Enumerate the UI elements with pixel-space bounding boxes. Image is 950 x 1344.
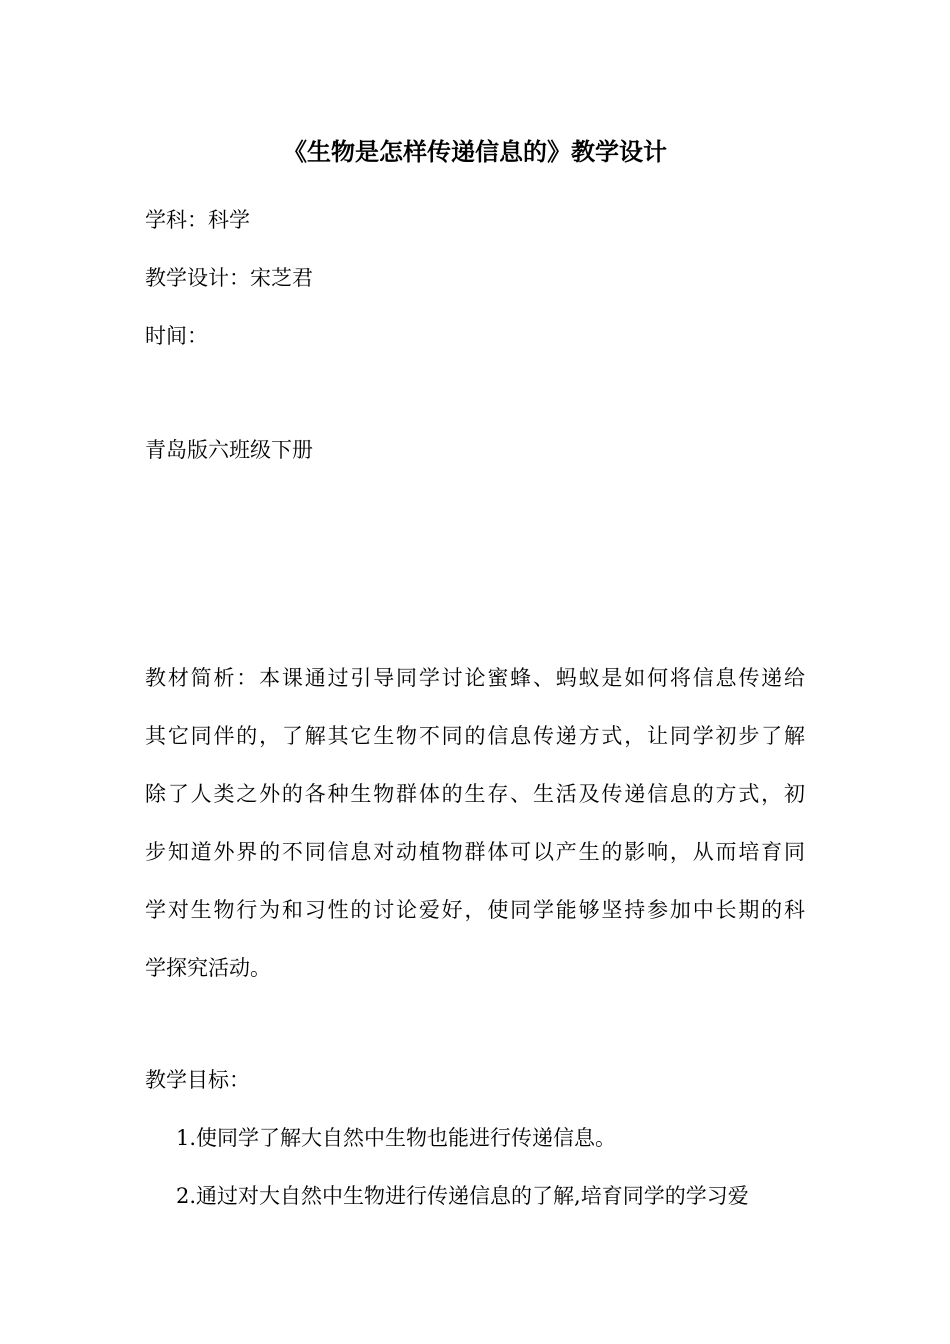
analysis-line: 步知道外界的不同信息对动植物群体可以产生的影响，从而培育同 bbox=[145, 840, 805, 864]
goal-item: 2.通过对大自然中生物进行传递信息的了解,培育同学的学习爱 bbox=[176, 1184, 749, 1208]
document-title: 《生物是怎样传递信息的》教学设计 bbox=[283, 137, 667, 166]
analysis-line: 教材简析：本课通过引导同学讨论蜜蜂、蚂蚁是如何将信息传递给 bbox=[145, 666, 805, 690]
edition-line: 青岛版六班级下册 bbox=[145, 438, 313, 462]
analysis-line: 学对生物行为和习性的讨论爱好，使同学能够坚持参加中长期的科 bbox=[145, 898, 805, 922]
designer-line: 教学设计：宋芝君 bbox=[145, 266, 313, 290]
analysis-line: 除了人类之外的各种生物群体的生存、生活及传递信息的方式，初 bbox=[145, 782, 805, 806]
goal-item: 1.使同学了解大自然中生物也能进行传递信息。 bbox=[176, 1126, 617, 1150]
analysis-line: 学探究活动。 bbox=[145, 956, 271, 980]
analysis-line: 其它同伴的，了解其它生物不同的信息传递方式，让同学初步了解 bbox=[145, 724, 805, 748]
time-line: 时间： bbox=[145, 324, 208, 348]
goals-heading: 教学目标： bbox=[145, 1068, 250, 1092]
subject-line: 学科：科学 bbox=[145, 208, 250, 232]
textbook-analysis-paragraph bbox=[145, 649, 805, 997]
